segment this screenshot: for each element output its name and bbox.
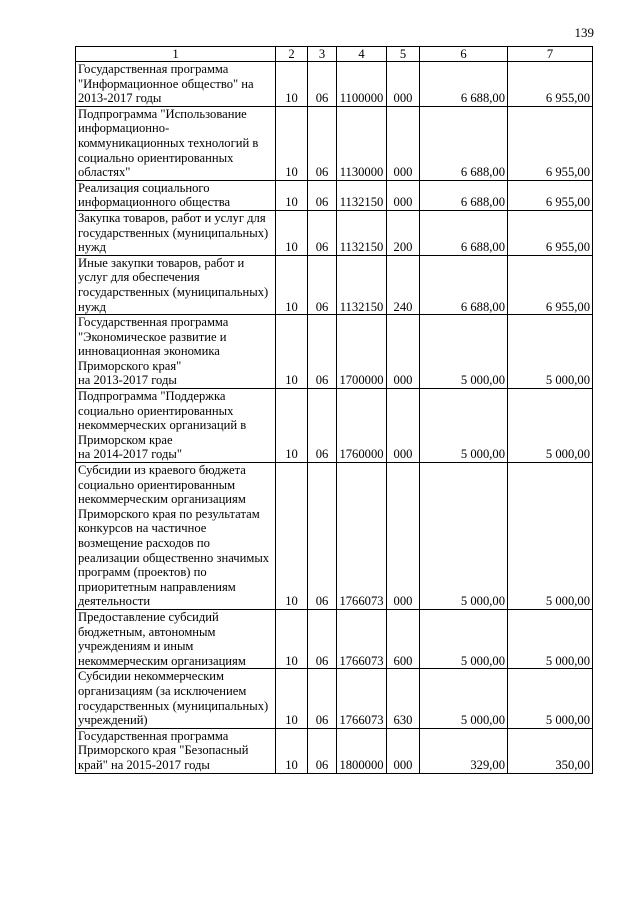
- table-row: [76, 62, 593, 107]
- header-cell-5: 5: [387, 47, 420, 62]
- row-name: Закупка товаров, работ и услуг для государственных (муниципальных) нужд: [76, 210, 276, 255]
- row-subsection: 06: [308, 609, 337, 668]
- header-cell-3: 3: [308, 47, 337, 62]
- row-expense-type: 630: [387, 669, 420, 728]
- row-amount-col7: 5 000,00: [508, 315, 593, 389]
- page-number: 139: [574, 25, 594, 40]
- row-amount-col6: 5 000,00: [420, 389, 508, 463]
- row-expense-type: 000: [387, 62, 420, 107]
- row-section: 10: [276, 389, 308, 463]
- table-row: [76, 180, 593, 210]
- row-amount-col7: 6 955,00: [508, 210, 593, 255]
- table-row: [76, 728, 593, 773]
- row-subsection: 06: [308, 315, 337, 389]
- row-subsection: 06: [308, 463, 337, 610]
- row-amount-col6: 6 688,00: [420, 106, 508, 180]
- table-row: [76, 463, 593, 610]
- row-expense-type: 600: [387, 609, 420, 668]
- row-amount-col6: 5 000,00: [420, 669, 508, 728]
- table-row: [76, 106, 593, 180]
- row-name: Государственная программа Приморского края "Безопасный край" на 2015-2017 годы: [76, 728, 276, 773]
- row-name: Подпрограмма "Поддержка социально ориентированных некоммерческих организаций в Приморском крае на 2014-2017 годы": [76, 389, 276, 463]
- row-amount-col6: 6 688,00: [420, 210, 508, 255]
- row-section: 10: [276, 210, 308, 255]
- row-amount-col6: 6 688,00: [420, 62, 508, 107]
- row-amount-col7: 350,00: [508, 728, 593, 773]
- row-section: 10: [276, 255, 308, 314]
- header-cell-2: 2: [276, 47, 308, 62]
- header-row: [76, 47, 593, 62]
- table-row: [76, 255, 593, 314]
- header-cell-7: 7: [508, 47, 593, 62]
- row-target-code: 1132150: [337, 210, 387, 255]
- row-expense-type: 000: [387, 389, 420, 463]
- row-section: 10: [276, 669, 308, 728]
- row-section: 10: [276, 62, 308, 107]
- row-target-code: 1700000: [337, 315, 387, 389]
- row-target-code: 1766073: [337, 669, 387, 728]
- row-name: Иные закупки товаров, работ и услуг для обеспечения государственных (муниципальных) нужд: [76, 255, 276, 314]
- row-subsection: 06: [308, 210, 337, 255]
- row-amount-col6: 5 000,00: [420, 463, 508, 610]
- table-row: [76, 669, 593, 728]
- row-section: 10: [276, 315, 308, 389]
- row-name: Реализация социального информационного общества: [76, 180, 276, 210]
- row-target-code: 1800000: [337, 728, 387, 773]
- row-amount-col7: 5 000,00: [508, 389, 593, 463]
- row-target-code: 1100000: [337, 62, 387, 107]
- row-subsection: 06: [308, 106, 337, 180]
- table-row: [76, 315, 593, 389]
- row-subsection: 06: [308, 180, 337, 210]
- row-target-code: 1766073: [337, 609, 387, 668]
- row-name: Государственная программа "Информационное общество" на 2013-2017 годы: [76, 62, 276, 107]
- row-amount-col6: 5 000,00: [420, 609, 508, 668]
- row-subsection: 06: [308, 255, 337, 314]
- row-amount-col7: 6 955,00: [508, 62, 593, 107]
- row-subsection: 06: [308, 669, 337, 728]
- row-target-code: 1760000: [337, 389, 387, 463]
- header-cell-1: 1: [76, 47, 276, 62]
- row-section: 10: [276, 463, 308, 610]
- row-amount-col6: 5 000,00: [420, 315, 508, 389]
- row-name: Субсидии из краевого бюджета социально ориентированным некоммерческим организациям Приморского края по результатам конкурсов на частичное возмещение расходов по реализации общественно значимых программ (проектов) по приоритетным направлениям деятельности: [76, 463, 276, 610]
- row-subsection: 06: [308, 62, 337, 107]
- table-row: [76, 609, 593, 668]
- row-expense-type: 000: [387, 463, 420, 610]
- row-amount-col7: 6 955,00: [508, 255, 593, 314]
- row-section: 10: [276, 180, 308, 210]
- row-section: 10: [276, 609, 308, 668]
- row-section: 10: [276, 728, 308, 773]
- header-cell-4: 4: [337, 47, 387, 62]
- row-expense-type: 000: [387, 106, 420, 180]
- row-amount-col7: 5 000,00: [508, 463, 593, 610]
- row-amount-col6: 6 688,00: [420, 180, 508, 210]
- row-expense-type: 000: [387, 315, 420, 389]
- row-target-code: 1130000: [337, 106, 387, 180]
- row-name: Подпрограмма "Использование информационно- коммуникационных технологий в социально ориентированных областях": [76, 106, 276, 180]
- row-subsection: 06: [308, 389, 337, 463]
- row-target-code: 1132150: [337, 180, 387, 210]
- row-amount-col7: 5 000,00: [508, 609, 593, 668]
- row-amount-col7: 5 000,00: [508, 669, 593, 728]
- row-subsection: 06: [308, 728, 337, 773]
- row-expense-type: 000: [387, 180, 420, 210]
- row-amount-col6: 6 688,00: [420, 255, 508, 314]
- row-target-code: 1766073: [337, 463, 387, 610]
- row-expense-type: 000: [387, 728, 420, 773]
- row-expense-type: 200: [387, 210, 420, 255]
- table-row: [76, 210, 593, 255]
- row-section: 10: [276, 106, 308, 180]
- row-name: Субсидии некоммерческим организациям (за исключением государственных (муниципальных) учреждений): [76, 669, 276, 728]
- row-amount-col7: 6 955,00: [508, 106, 593, 180]
- row-name: Предоставление субсидий бюджетным, автономным учреждениям и иным некоммерческим организациям: [76, 609, 276, 668]
- budget-table: [75, 46, 593, 774]
- row-amount-col6: 329,00: [420, 728, 508, 773]
- header-cell-6: 6: [420, 47, 508, 62]
- row-expense-type: 240: [387, 255, 420, 314]
- row-amount-col7: 6 955,00: [508, 180, 593, 210]
- row-name: Государственная программа "Экономическое развитие и инновационная экономика Приморского края" на 2013-2017 годы: [76, 315, 276, 389]
- table-row: [76, 389, 593, 463]
- row-target-code: 1132150: [337, 255, 387, 314]
